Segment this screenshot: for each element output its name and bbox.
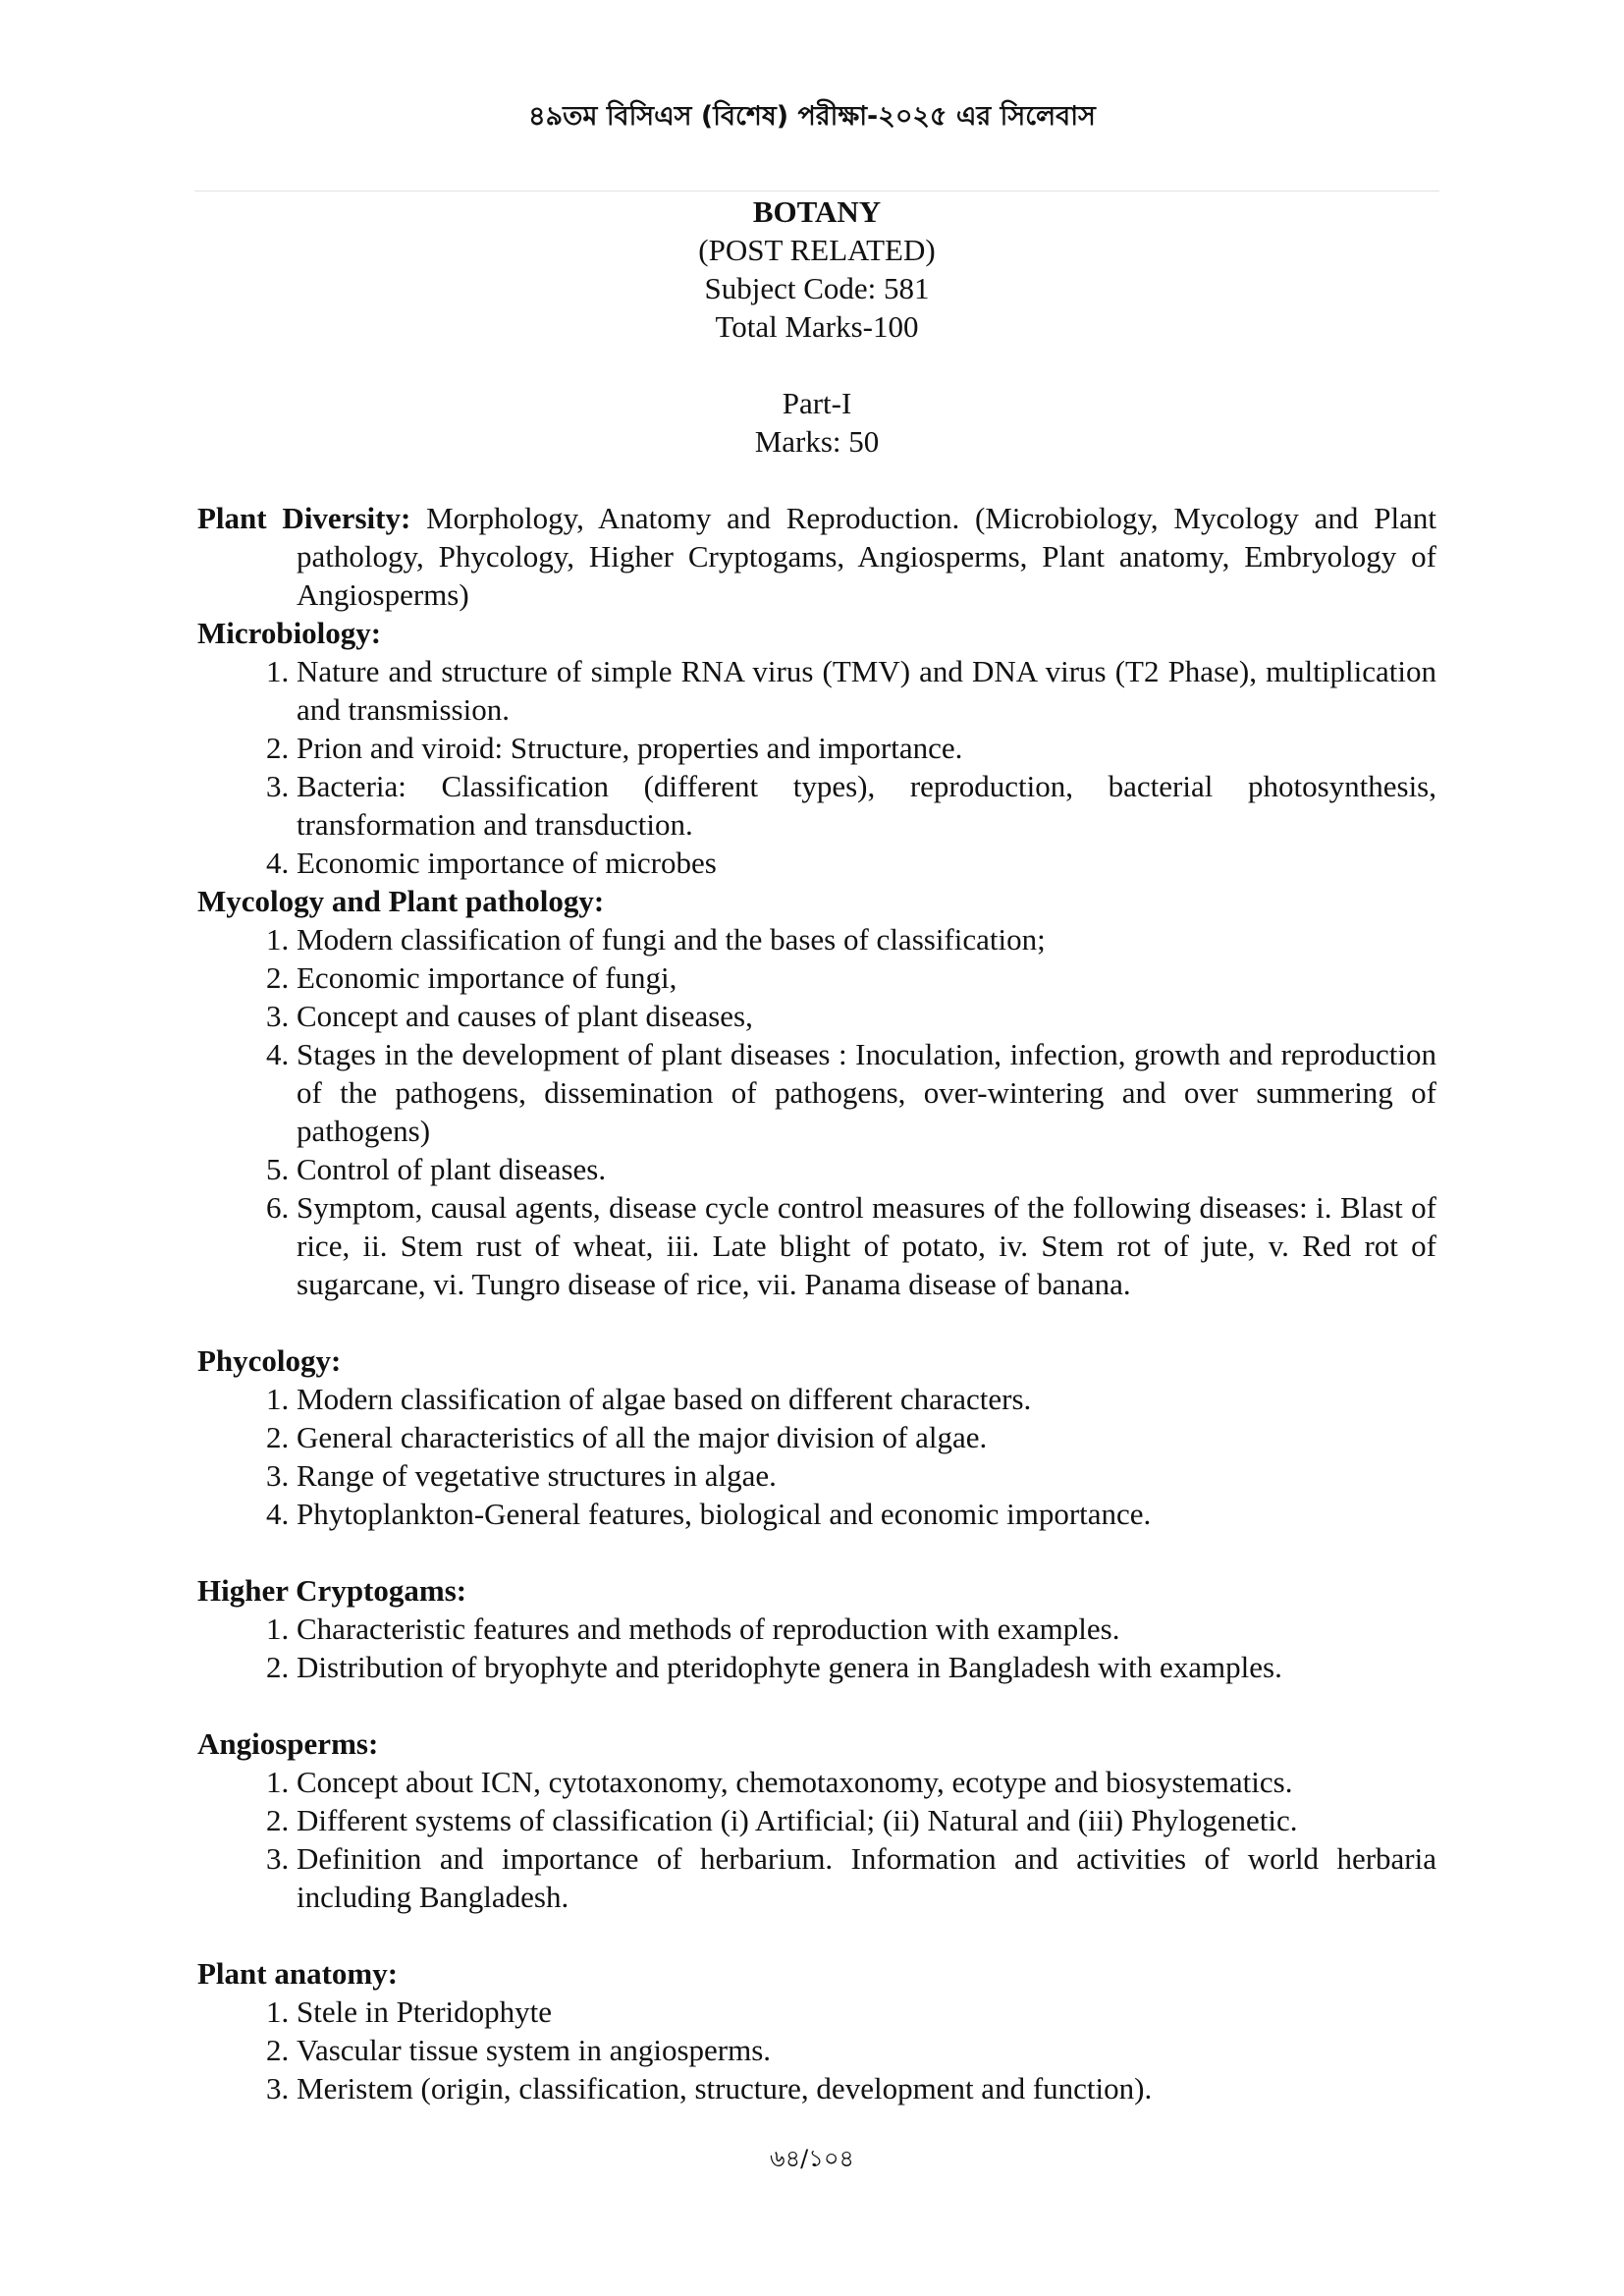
section-microbiology xyxy=(197,614,1436,882)
section-heading: Plant anatomy: xyxy=(197,1956,399,1991)
list-item: 2. Different systems of classification (i) Artificial; (ii) Natural and (iii) Phylogenetic. xyxy=(297,1801,1436,1839)
list-item: 3. Bacteria: Classification (different types), reproduction, bacterial photosynthesis, transformation and transduction. xyxy=(297,767,1436,844)
list-item: 1. Nature and structure of simple RNA virus (TMV) and DNA virus (T2 Phase), multiplication and transmission. xyxy=(297,652,1436,729)
list-item: 4. Stages in the development of plant diseases : Inoculation, infection, growth and reproduction of the pathogens, dissemination of pathogens, over-wintering and over summering of pathogens) xyxy=(297,1035,1436,1150)
list-item: 2. Economic importance of fungi, xyxy=(297,958,1436,997)
section-heading: Angiosperms: xyxy=(197,1726,379,1761)
list-item: 2. Distribution of bryophyte and pteridophyte genera in Bangladesh with examples. xyxy=(297,1648,1436,1686)
list-item: 1. Modern classification of fungi and the bases of classification; xyxy=(297,920,1436,958)
list-item: 1. Characteristic features and methods of reproduction with examples. xyxy=(297,1610,1436,1648)
list-item: 6. Symptom, causal agents, disease cycle control measures of the following diseases: i. Blast of rice, ii. Stem rust of wheat, iii. Late blight of potato, iv. Stem rot of jute, v. Red rot of sugarcane, vi. Tungro disease of rice, vii. Panama disease of banana. xyxy=(297,1188,1436,1303)
section-plant-anatomy xyxy=(197,1954,1436,2107)
subject-title: BOTANY xyxy=(752,194,882,229)
list-item: 2. Vascular tissue system in angiosperms. xyxy=(297,2031,1436,2069)
plant-diversity-paragraph xyxy=(197,499,1436,614)
item-list xyxy=(197,1993,1436,2107)
item-list xyxy=(197,1610,1436,1686)
section-heading: Microbiology: xyxy=(197,616,382,650)
section-heading: Phycology: xyxy=(197,1343,342,1378)
list-item: 2. Prion and viroid: Structure, properties and importance. xyxy=(297,729,1436,767)
list-item: 1. Concept about ICN, cytotaxonomy, chemotaxonomy, ecotype and biosystematics. xyxy=(297,1763,1436,1801)
plant-diversity-label: Plant Diversity: xyxy=(197,501,411,535)
subject-code: Subject Code: 581 xyxy=(704,271,930,305)
document-body xyxy=(197,192,1436,2107)
item-list xyxy=(197,652,1436,882)
section-higher-cryptogams xyxy=(197,1571,1436,1686)
list-item: 3. Meristem (origin, classification, structure, development and function). xyxy=(297,2069,1436,2107)
section-heading: Higher Cryptogams: xyxy=(197,1573,467,1608)
list-item: 1. Stele in Pteridophyte xyxy=(297,1993,1436,2031)
list-item: 2. General characteristics of all the major division of algae. xyxy=(297,1418,1436,1456)
section-angiosperms xyxy=(197,1724,1436,1916)
list-item: 4. Phytoplankton-General features, biological and economic importance. xyxy=(297,1495,1436,1533)
post-label: (POST RELATED) xyxy=(698,233,936,267)
list-item: 1. Modern classification of algae based on different characters. xyxy=(297,1380,1436,1418)
list-item: 3. Definition and importance of herbarium. Information and activities of world herbaria including Bangladesh. xyxy=(297,1839,1436,1916)
item-list xyxy=(197,920,1436,1303)
section-mycology xyxy=(197,882,1436,1303)
part-name: Part-I xyxy=(782,386,852,420)
page-header: ৪৯তম বিসিএস (বিশেষ) পরীক্ষা-২০২৫ এর সিলেবাস xyxy=(528,101,1096,132)
list-item: 3. Range of vegetative structures in algae. xyxy=(297,1456,1436,1495)
item-list xyxy=(197,1380,1436,1533)
list-item: 5. Control of plant diseases. xyxy=(297,1150,1436,1188)
plant-diversity-text: Morphology, Anatomy and Reproduction. (Microbiology, Mycology and Plant pathology, Phycology, Higher Cryptogams, Angiosperms, Plant anatomy, Embryology of Angiosperms) xyxy=(297,501,1436,612)
total-marks: Total Marks-100 xyxy=(715,309,919,344)
list-item: 4. Economic importance of microbes xyxy=(297,844,1436,882)
list-item: 3. Concept and causes of plant diseases, xyxy=(297,997,1436,1035)
section-phycology xyxy=(197,1341,1436,1533)
part-marks: Marks: 50 xyxy=(754,424,880,459)
section-heading: Mycology and Plant pathology: xyxy=(197,884,605,918)
page-number: ৬৪/১০৪ xyxy=(769,2145,855,2172)
item-list xyxy=(197,1763,1436,1916)
